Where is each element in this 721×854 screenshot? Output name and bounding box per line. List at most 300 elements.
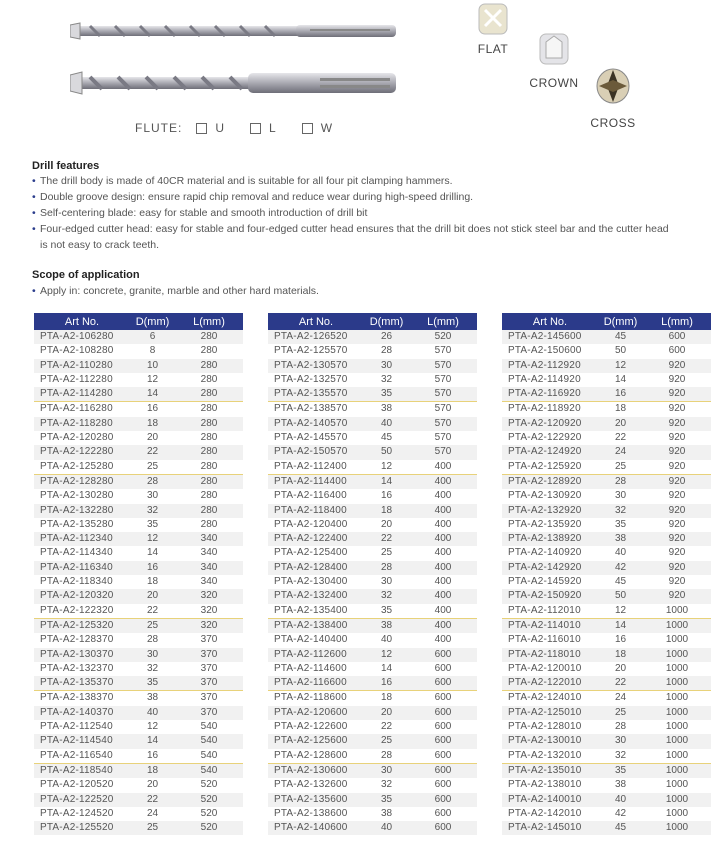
art-no-cell: PTA-A2-114600 xyxy=(268,662,364,676)
diameter-cell: 12 xyxy=(130,532,175,546)
table-row xyxy=(268,778,477,792)
diameter-cell: 12 xyxy=(598,359,643,373)
diameter-cell: 35 xyxy=(130,518,175,532)
scope-item: • Apply in: concrete, granite, marble and other hard materials. xyxy=(32,283,721,299)
art-no-cell: PTA-A2-135920 xyxy=(502,518,598,532)
length-cell: 340 xyxy=(175,561,243,575)
table-row xyxy=(502,504,711,518)
table-row xyxy=(502,445,711,459)
table-row xyxy=(34,387,243,402)
art-no-cell: PTA-A2-118400 xyxy=(268,504,364,518)
art-no-cell: PTA-A2-132570 xyxy=(268,373,364,387)
feature-item: • Double groove design: ensure rapid chip removal and reduce wear during high-speed drilling. xyxy=(32,189,721,205)
spec-table-3 xyxy=(502,313,711,835)
length-cell: 320 xyxy=(175,618,243,633)
tip-flat-label: FLAT xyxy=(477,42,509,56)
diameter-cell: 12 xyxy=(364,648,409,662)
table-row xyxy=(268,474,477,489)
table-row xyxy=(268,720,477,734)
table-row xyxy=(268,604,477,619)
diameter-cell: 22 xyxy=(598,431,643,445)
diameter-cell: 25 xyxy=(130,460,175,475)
art-no-cell: PTA-A2-130400 xyxy=(268,575,364,589)
art-no-cell: PTA-A2-106280 xyxy=(34,330,130,344)
table-row xyxy=(502,691,711,706)
diameter-cell: 14 xyxy=(130,734,175,748)
diameter-cell: 45 xyxy=(598,330,643,344)
diameter-cell: 30 xyxy=(598,734,643,748)
art-no-cell: PTA-A2-130600 xyxy=(268,763,364,778)
length-cell: 920 xyxy=(643,474,711,489)
diameter-cell: 16 xyxy=(598,387,643,402)
art-no-cell: PTA-A2-112340 xyxy=(34,532,130,546)
table-row xyxy=(502,518,711,532)
table-row xyxy=(34,460,243,475)
length-cell: 340 xyxy=(175,532,243,546)
length-cell: 280 xyxy=(175,504,243,518)
length-cell: 520 xyxy=(175,793,243,807)
length-cell: 920 xyxy=(643,417,711,431)
art-no-cell: PTA-A2-128400 xyxy=(268,561,364,575)
diameter-cell: 25 xyxy=(598,460,643,475)
length-cell: 920 xyxy=(643,518,711,532)
art-no-cell: PTA-A2-125570 xyxy=(268,344,364,358)
art-no-cell: PTA-A2-118920 xyxy=(502,402,598,417)
art-no-cell: PTA-A2-132010 xyxy=(502,749,598,764)
diameter-cell: 12 xyxy=(130,373,175,387)
art-no-cell: PTA-A2-145010 xyxy=(502,821,598,835)
art-no-cell: PTA-A2-122920 xyxy=(502,431,598,445)
table-row xyxy=(502,575,711,589)
table-row xyxy=(502,778,711,792)
length-cell: 520 xyxy=(175,821,243,835)
length-cell: 400 xyxy=(409,474,477,489)
length-cell: 280 xyxy=(175,330,243,344)
art-no-cell: PTA-A2-138400 xyxy=(268,618,364,633)
art-no-cell: PTA-A2-112600 xyxy=(268,648,364,662)
length-cell: 400 xyxy=(409,504,477,518)
length-cell: 600 xyxy=(643,344,711,358)
art-no-cell: PTA-A2-120010 xyxy=(502,662,598,676)
table-row xyxy=(268,706,477,720)
art-no-cell: PTA-A2-122400 xyxy=(268,532,364,546)
length-cell: 600 xyxy=(409,763,477,778)
length-cell: 920 xyxy=(643,546,711,560)
length-cell: 600 xyxy=(409,662,477,676)
diameter-cell: 18 xyxy=(364,691,409,706)
diameter-cell: 12 xyxy=(364,460,409,475)
table-row xyxy=(268,821,477,835)
length-cell: 1000 xyxy=(643,691,711,706)
drill-features-list xyxy=(32,173,721,253)
table-row xyxy=(268,445,477,459)
art-no-cell: PTA-A2-142010 xyxy=(502,807,598,821)
diameter-cell: 38 xyxy=(130,691,175,706)
flute-option-l[interactable] xyxy=(250,121,276,135)
art-no-cell: PTA-A2-116340 xyxy=(34,561,130,575)
diameter-cell: 22 xyxy=(130,793,175,807)
table-row xyxy=(502,402,711,417)
table-row xyxy=(34,402,243,417)
diameter-cell: 20 xyxy=(364,706,409,720)
length-cell: 600 xyxy=(409,749,477,764)
length-cell: 600 xyxy=(409,706,477,720)
length-cell: 920 xyxy=(643,532,711,546)
table-row xyxy=(34,691,243,706)
flute-option-u[interactable] xyxy=(196,121,224,135)
art-no-cell: PTA-A2-150920 xyxy=(502,589,598,603)
diameter-cell: 28 xyxy=(130,474,175,489)
art-no-cell: PTA-A2-122520 xyxy=(34,793,130,807)
diameter-cell: 22 xyxy=(598,676,643,691)
diameter-cell: 32 xyxy=(130,662,175,676)
diameter-cell: 16 xyxy=(130,561,175,575)
diameter-cell: 35 xyxy=(598,518,643,532)
flute-label: FLUTE: xyxy=(135,121,183,135)
length-cell: 370 xyxy=(175,648,243,662)
length-cell: 570 xyxy=(409,387,477,402)
length-cell: 600 xyxy=(409,778,477,792)
length-cell: 600 xyxy=(409,720,477,734)
spec-table-2 xyxy=(268,313,477,835)
diameter-cell: 14 xyxy=(364,474,409,489)
drill-bit-image-long-shank xyxy=(70,70,400,96)
table-row xyxy=(34,706,243,720)
length-cell: 920 xyxy=(643,489,711,503)
length-cell: 540 xyxy=(175,720,243,734)
art-no-cell: PTA-A2-132920 xyxy=(502,504,598,518)
table-row xyxy=(34,604,243,619)
table-row xyxy=(268,575,477,589)
table-row xyxy=(34,734,243,748)
art-no-cell: PTA-A2-135010 xyxy=(502,763,598,778)
art-no-cell: PTA-A2-112010 xyxy=(502,604,598,619)
length-cell: 540 xyxy=(175,749,243,764)
art-no-cell: PTA-A2-114010 xyxy=(502,618,598,633)
table-row xyxy=(502,589,711,603)
diameter-cell: 20 xyxy=(364,518,409,532)
table-row xyxy=(502,821,711,835)
table-row xyxy=(502,373,711,387)
length-cell: 370 xyxy=(175,706,243,720)
diameter-cell: 6 xyxy=(130,330,175,344)
art-no-cell: PTA-A2-122320 xyxy=(34,604,130,619)
art-no-cell: PTA-A2-124520 xyxy=(34,807,130,821)
art-no-cell: PTA-A2-138370 xyxy=(34,691,130,706)
diameter-cell: 14 xyxy=(598,618,643,633)
diameter-cell: 38 xyxy=(364,807,409,821)
length-cell: 570 xyxy=(409,373,477,387)
length-cell: 570 xyxy=(409,402,477,417)
art-no-cell: PTA-A2-132400 xyxy=(268,589,364,603)
table-row xyxy=(34,344,243,358)
art-no-cell: PTA-A2-118340 xyxy=(34,575,130,589)
diameter-cell: 20 xyxy=(598,662,643,676)
diameter-cell: 35 xyxy=(364,604,409,619)
length-cell: 1000 xyxy=(643,763,711,778)
table-row xyxy=(268,648,477,662)
length-cell: 370 xyxy=(175,662,243,676)
diameter-cell: 38 xyxy=(364,618,409,633)
diameter-cell: 28 xyxy=(364,561,409,575)
table-row xyxy=(502,676,711,691)
length-cell: 570 xyxy=(409,417,477,431)
art-no-cell: PTA-A2-140600 xyxy=(268,821,364,835)
header-length: L(mm) xyxy=(175,313,243,330)
diameter-cell: 22 xyxy=(130,445,175,459)
diameter-cell: 30 xyxy=(598,489,643,503)
diameter-cell: 32 xyxy=(598,504,643,518)
diameter-cell: 26 xyxy=(364,330,409,344)
art-no-cell: PTA-A2-135370 xyxy=(34,676,130,691)
table-row xyxy=(34,633,243,647)
diameter-cell: 8 xyxy=(130,344,175,358)
length-cell: 280 xyxy=(175,445,243,459)
art-no-cell: PTA-A2-132600 xyxy=(268,778,364,792)
flute-option-w[interactable] xyxy=(302,121,332,135)
diameter-cell: 25 xyxy=(598,706,643,720)
length-cell: 1000 xyxy=(643,807,711,821)
art-no-cell: PTA-A2-138920 xyxy=(502,532,598,546)
table-row xyxy=(268,691,477,706)
table-row xyxy=(34,662,243,676)
table-row xyxy=(268,460,477,475)
table-row xyxy=(268,546,477,560)
table-row xyxy=(268,373,477,387)
diameter-cell: 35 xyxy=(130,676,175,691)
table-row xyxy=(268,734,477,748)
drill-features-title: Drill features xyxy=(32,160,100,172)
table-row xyxy=(268,807,477,821)
table-row xyxy=(34,821,243,835)
table-header-row xyxy=(502,313,711,330)
length-cell: 370 xyxy=(175,691,243,706)
length-cell: 400 xyxy=(409,618,477,633)
length-cell: 540 xyxy=(175,734,243,748)
table-row xyxy=(502,648,711,662)
table-row xyxy=(268,431,477,445)
table-row xyxy=(502,763,711,778)
length-cell: 920 xyxy=(643,504,711,518)
length-cell: 400 xyxy=(409,604,477,619)
table-header-row xyxy=(34,313,243,330)
diameter-cell: 38 xyxy=(364,402,409,417)
art-no-cell: PTA-A2-130920 xyxy=(502,489,598,503)
table-row xyxy=(502,417,711,431)
table-row xyxy=(268,387,477,402)
table-row xyxy=(34,518,243,532)
header-art-no: Art No. xyxy=(34,313,130,330)
table-row xyxy=(268,417,477,431)
table-row xyxy=(34,373,243,387)
art-no-cell: PTA-A2-114280 xyxy=(34,387,130,402)
table-row xyxy=(268,633,477,647)
length-cell: 520 xyxy=(175,807,243,821)
checkbox-icon[interactable] xyxy=(250,123,261,134)
diameter-cell: 50 xyxy=(364,445,409,459)
length-cell: 340 xyxy=(175,575,243,589)
table-row xyxy=(268,402,477,417)
art-no-cell: PTA-A2-140570 xyxy=(268,417,364,431)
table-row xyxy=(268,589,477,603)
length-cell: 1000 xyxy=(643,778,711,792)
art-no-cell: PTA-A2-118600 xyxy=(268,691,364,706)
table-row xyxy=(268,518,477,532)
diameter-cell: 32 xyxy=(598,749,643,764)
table-row xyxy=(502,387,711,402)
diameter-cell: 25 xyxy=(364,546,409,560)
table-row xyxy=(268,662,477,676)
diameter-cell: 28 xyxy=(130,633,175,647)
diameter-cell: 45 xyxy=(598,821,643,835)
table-row xyxy=(34,720,243,734)
art-no-cell: PTA-A2-125400 xyxy=(268,546,364,560)
table-row xyxy=(268,489,477,503)
length-cell: 1000 xyxy=(643,706,711,720)
table-row xyxy=(502,633,711,647)
art-no-cell: PTA-A2-108280 xyxy=(34,344,130,358)
art-no-cell: PTA-A2-120920 xyxy=(502,417,598,431)
diameter-cell: 18 xyxy=(130,763,175,778)
art-no-cell: PTA-A2-130570 xyxy=(268,359,364,373)
header-diameter: D(mm) xyxy=(364,313,409,330)
header-diameter: D(mm) xyxy=(130,313,175,330)
flute-option-label: U xyxy=(215,121,225,135)
diameter-cell: 40 xyxy=(598,793,643,807)
length-cell: 920 xyxy=(643,402,711,417)
table-row xyxy=(34,676,243,691)
art-no-cell: PTA-A2-114400 xyxy=(268,474,364,489)
length-cell: 1000 xyxy=(643,720,711,734)
length-cell: 400 xyxy=(409,532,477,546)
art-no-cell: PTA-A2-135570 xyxy=(268,387,364,402)
length-cell: 920 xyxy=(643,359,711,373)
art-no-cell: PTA-A2-138010 xyxy=(502,778,598,792)
diameter-cell: 50 xyxy=(598,344,643,358)
table-row xyxy=(268,532,477,546)
art-no-cell: PTA-A2-130010 xyxy=(502,734,598,748)
table-row xyxy=(34,589,243,603)
length-cell: 1000 xyxy=(643,618,711,633)
art-no-cell: PTA-A2-114540 xyxy=(34,734,130,748)
art-no-cell: PTA-A2-140010 xyxy=(502,793,598,807)
diameter-cell: 24 xyxy=(598,691,643,706)
art-no-cell: PTA-A2-135280 xyxy=(34,518,130,532)
length-cell: 1000 xyxy=(643,604,711,619)
diameter-cell: 50 xyxy=(598,589,643,603)
flat-tip-icon xyxy=(473,0,513,40)
length-cell: 280 xyxy=(175,431,243,445)
art-no-cell: PTA-A2-138600 xyxy=(268,807,364,821)
scope-title: Scope of application xyxy=(32,269,140,281)
art-no-cell: PTA-A2-142920 xyxy=(502,561,598,575)
length-cell: 600 xyxy=(409,691,477,706)
diameter-cell: 22 xyxy=(364,720,409,734)
drill-bit-image-short-shank xyxy=(70,20,400,42)
diameter-cell: 35 xyxy=(364,387,409,402)
art-no-cell: PTA-A2-116010 xyxy=(502,633,598,647)
diameter-cell: 16 xyxy=(364,489,409,503)
length-cell: 570 xyxy=(409,344,477,358)
diameter-cell: 28 xyxy=(364,344,409,358)
length-cell: 920 xyxy=(643,589,711,603)
table-row xyxy=(502,344,711,358)
table-row xyxy=(34,417,243,431)
length-cell: 280 xyxy=(175,344,243,358)
table-row xyxy=(502,431,711,445)
length-cell: 400 xyxy=(409,518,477,532)
art-no-cell: PTA-A2-135600 xyxy=(268,793,364,807)
table-row xyxy=(268,330,477,344)
diameter-cell: 32 xyxy=(364,778,409,792)
length-cell: 920 xyxy=(643,387,711,402)
art-no-cell: PTA-A2-122010 xyxy=(502,676,598,691)
length-cell: 600 xyxy=(409,676,477,691)
art-no-cell: PTA-A2-132370 xyxy=(34,662,130,676)
table-row xyxy=(34,445,243,459)
checkbox-icon[interactable] xyxy=(196,123,207,134)
length-cell: 1000 xyxy=(643,662,711,676)
art-no-cell: PTA-A2-128370 xyxy=(34,633,130,647)
table-row xyxy=(502,359,711,373)
table-row xyxy=(268,504,477,518)
art-no-cell: PTA-A2-125010 xyxy=(502,706,598,720)
diameter-cell: 40 xyxy=(364,821,409,835)
art-no-cell: PTA-A2-112400 xyxy=(268,460,364,475)
checkbox-icon[interactable] xyxy=(302,123,313,134)
art-no-cell: PTA-A2-145920 xyxy=(502,575,598,589)
diameter-cell: 30 xyxy=(364,575,409,589)
diameter-cell: 28 xyxy=(598,720,643,734)
length-cell: 280 xyxy=(175,518,243,532)
diameter-cell: 40 xyxy=(364,417,409,431)
table-row xyxy=(34,618,243,633)
art-no-cell: PTA-A2-140920 xyxy=(502,546,598,560)
art-no-cell: PTA-A2-124010 xyxy=(502,691,598,706)
diameter-cell: 18 xyxy=(364,504,409,518)
table-row xyxy=(502,706,711,720)
table-row xyxy=(502,532,711,546)
art-no-cell: PTA-A2-145570 xyxy=(268,431,364,445)
length-cell: 400 xyxy=(409,546,477,560)
length-cell: 280 xyxy=(175,373,243,387)
length-cell: 920 xyxy=(643,460,711,475)
diameter-cell: 30 xyxy=(364,763,409,778)
diameter-cell: 22 xyxy=(364,532,409,546)
length-cell: 320 xyxy=(175,604,243,619)
table-row xyxy=(34,793,243,807)
header-length: L(mm) xyxy=(643,313,711,330)
art-no-cell: PTA-A2-150600 xyxy=(502,344,598,358)
table-row xyxy=(34,489,243,503)
art-no-cell: PTA-A2-118540 xyxy=(34,763,130,778)
tip-flat xyxy=(470,0,516,56)
table-row xyxy=(502,330,711,344)
diameter-cell: 38 xyxy=(598,778,643,792)
diameter-cell: 32 xyxy=(364,589,409,603)
table-row xyxy=(34,749,243,764)
diameter-cell: 38 xyxy=(598,532,643,546)
length-cell: 600 xyxy=(409,793,477,807)
table-row xyxy=(268,561,477,575)
diameter-cell: 18 xyxy=(130,417,175,431)
art-no-cell: PTA-A2-125320 xyxy=(34,618,130,633)
table-row xyxy=(502,749,711,764)
art-no-cell: PTA-A2-116400 xyxy=(268,489,364,503)
crown-tip-icon xyxy=(534,28,574,70)
table-row xyxy=(34,807,243,821)
tip-cross xyxy=(588,64,638,130)
